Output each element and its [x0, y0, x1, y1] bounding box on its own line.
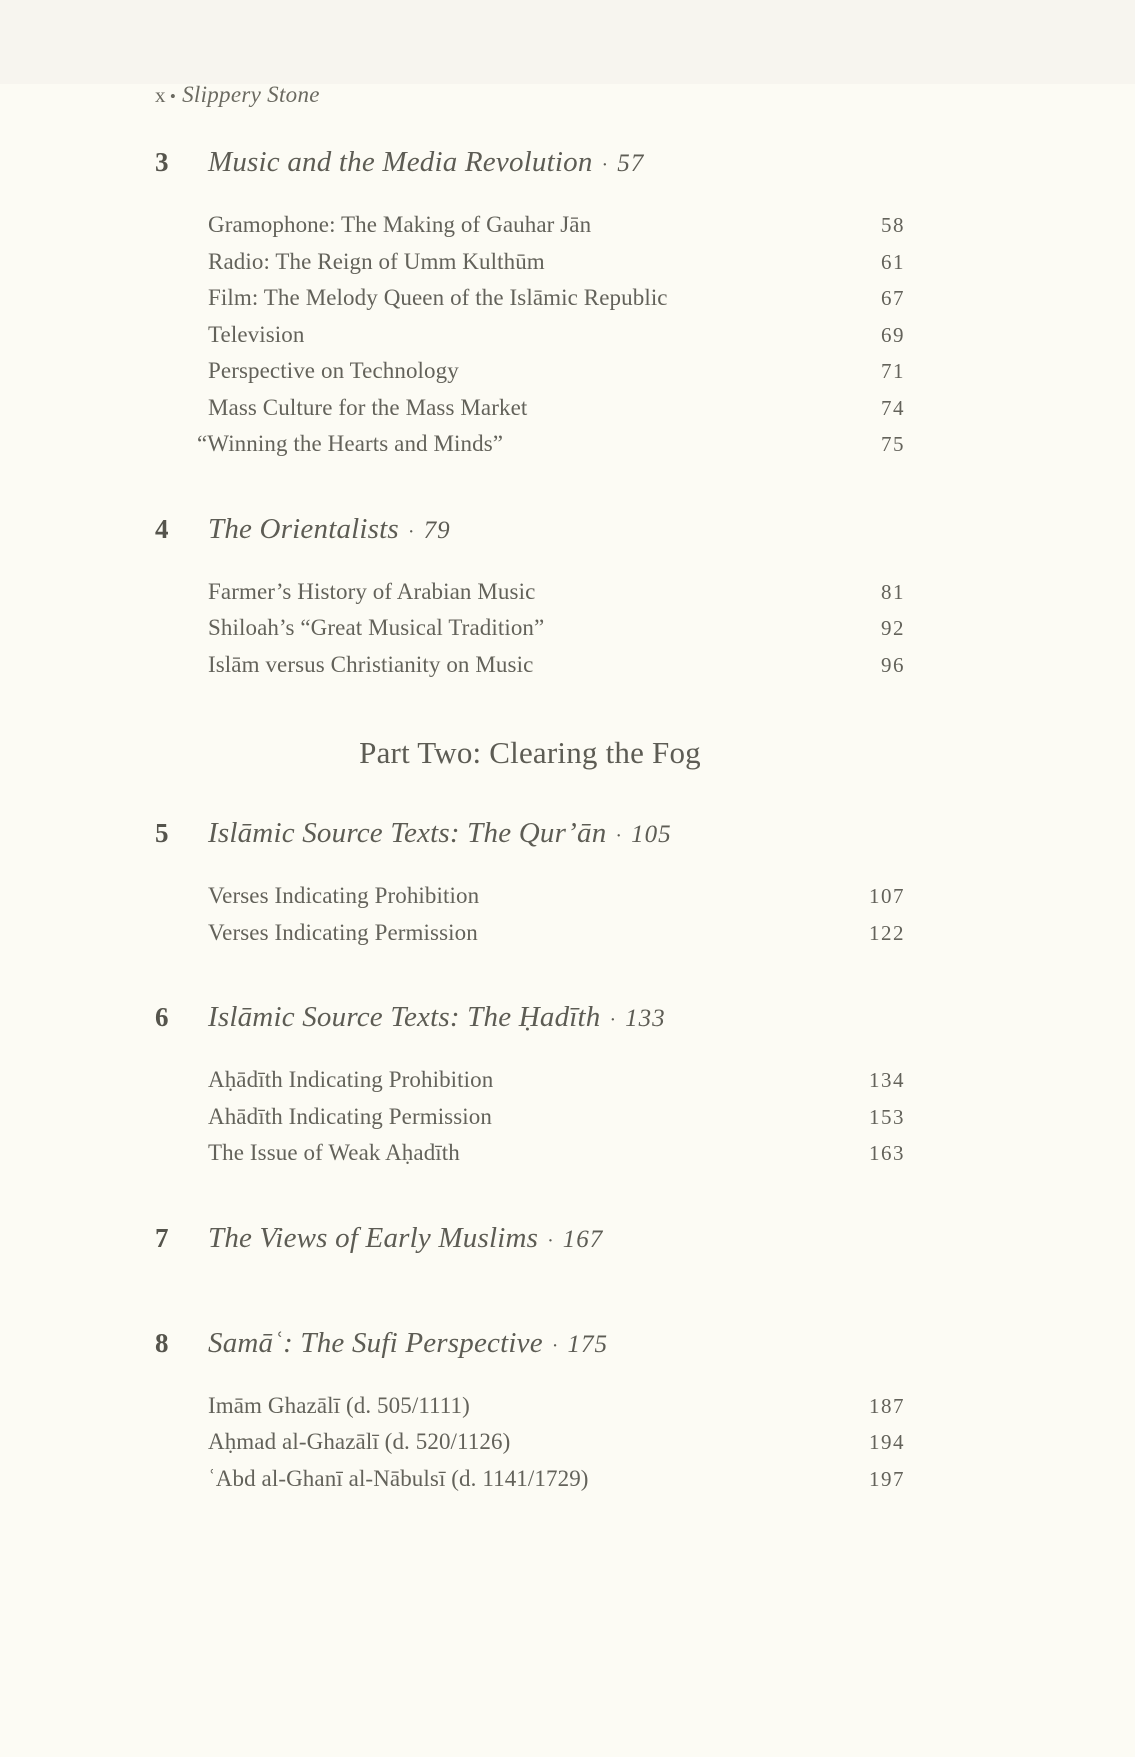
section-list — [208, 1388, 905, 1498]
chapter-heading — [155, 813, 905, 856]
toc-row — [208, 878, 905, 915]
chapter-number: 7 — [155, 1222, 169, 1253]
section-page: 67 — [881, 286, 905, 310]
toc-row — [208, 390, 905, 427]
section-page: 194 — [869, 1430, 905, 1454]
chapter-block — [155, 142, 905, 463]
chapter-number: 6 — [155, 1002, 169, 1032]
section-page: 96 — [881, 652, 905, 677]
section-page: 163 — [869, 1141, 905, 1165]
chapter-title: Islāmic Source Texts: The Ḥadīth — [208, 1001, 601, 1033]
toc-row — [208, 1099, 905, 1136]
section-title: “Winning the Hearts and Minds” — [197, 431, 504, 456]
section-page: 92 — [881, 616, 905, 640]
chapter-heading — [155, 509, 905, 552]
section-title: Television — [208, 321, 305, 347]
part-divider-heading: Part Two: Clearing the Fog — [359, 735, 701, 770]
toc-row — [197, 426, 905, 463]
toc-row — [208, 280, 905, 317]
toc-row — [208, 1388, 905, 1425]
chapter-separator: · — [601, 154, 609, 176]
toc-content — [155, 82, 905, 1497]
section-title: Islām versus Christianity on Music — [208, 651, 534, 677]
chapter-separator: · — [609, 1009, 617, 1031]
book-title: Slippery Stone — [182, 82, 320, 107]
chapter-page: 79 — [423, 516, 451, 544]
chapter-title: Music and the Media Revolution — [208, 146, 593, 178]
section-title: Verses Indicating Prohibition — [208, 883, 480, 908]
toc-row — [208, 1062, 905, 1099]
toc-row — [208, 1424, 905, 1461]
toc-row — [208, 1461, 905, 1498]
chapter-number: 4 — [155, 513, 169, 544]
folio-number: x — [155, 83, 166, 107]
section-list — [208, 878, 905, 951]
running-head-separator: • — [169, 87, 177, 106]
chapter-page: 57 — [617, 150, 645, 177]
section-page: 122 — [869, 920, 905, 945]
section-page: 61 — [881, 249, 905, 274]
chapter-title: The Views of Early Muslims — [208, 1221, 539, 1254]
scan-edge-shading — [0, 0, 1135, 84]
chapter-title: Islāmic Source Texts: The Qur’ān — [208, 817, 607, 849]
chapter-page: 175 — [567, 1330, 608, 1358]
running-head — [155, 82, 905, 108]
section-list — [197, 207, 905, 463]
section-title: Farmer’s History of Arabian Music — [208, 578, 536, 604]
chapter-heading — [155, 997, 905, 1040]
section-page: 74 — [881, 395, 905, 420]
chapter-page: 167 — [562, 1225, 604, 1253]
toc-row — [208, 1135, 905, 1172]
section-title: Radio: The Reign of Umm Kulthūm — [208, 248, 545, 274]
chapter-page: 105 — [631, 821, 672, 848]
section-title: Perspective on Technology — [208, 358, 459, 383]
chapter-block — [155, 1323, 905, 1498]
section-page: 107 — [869, 884, 905, 908]
chapter-separator: · — [547, 1229, 554, 1252]
section-title: Gramophone: The Making of Gauhar Jān — [208, 212, 592, 237]
toc-row — [208, 574, 905, 611]
chapter-number: 8 — [155, 1327, 169, 1358]
section-page: 153 — [869, 1104, 905, 1129]
section-page: 71 — [881, 359, 905, 383]
chapter-title: The Orientalists — [208, 512, 399, 545]
chapter-heading — [155, 142, 905, 185]
chapter-block — [155, 509, 905, 684]
section-title: ʿAbd al-Ghanī al-Nābulsī (d. 1141/1729) — [208, 1465, 589, 1491]
section-title: Aḥādīth Indicating Prohibition — [208, 1067, 494, 1092]
section-list — [208, 1062, 905, 1172]
section-title: Film: The Melody Queen of the Islāmic Republic — [208, 285, 668, 310]
section-title: Ahādīth Indicating Permission — [208, 1103, 492, 1129]
section-title: Shiloah’s “Great Musical Tradition” — [208, 615, 545, 640]
chapter-block — [155, 1218, 905, 1261]
toc-row — [208, 610, 905, 647]
chapter-block — [155, 813, 905, 951]
section-title: Imām Ghazālī (d. 505/1111) — [208, 1392, 470, 1418]
toc-row — [208, 353, 905, 390]
toc-row — [208, 647, 905, 684]
section-list — [208, 574, 905, 684]
chapter-separator: · — [551, 1334, 559, 1357]
toc-row — [208, 244, 905, 281]
chapter-heading — [155, 1218, 905, 1261]
section-page: 69 — [881, 322, 905, 347]
toc-row — [208, 207, 905, 244]
chapter-number: 3 — [155, 147, 169, 177]
section-page: 81 — [881, 579, 905, 604]
section-title: Aḥmad al-Ghazālī (d. 520/1126) — [208, 1429, 511, 1454]
chapter-separator: · — [615, 825, 623, 847]
section-page: 187 — [869, 1393, 905, 1418]
section-page: 134 — [869, 1068, 905, 1092]
chapter-page: 133 — [625, 1005, 666, 1032]
section-page: 58 — [881, 213, 905, 237]
chapter-title: Samāʿ: The Sufi Perspective — [208, 1326, 543, 1359]
chapter-separator: · — [407, 520, 415, 543]
section-title: Verses Indicating Permission — [208, 919, 478, 945]
chapter-heading — [155, 1323, 905, 1366]
section-page: 75 — [881, 432, 905, 456]
section-title: Mass Culture for the Mass Market — [208, 394, 528, 420]
toc-row — [208, 915, 905, 952]
toc-row — [208, 317, 905, 354]
section-title: The Issue of Weak Aḥadīth — [208, 1140, 460, 1165]
section-page: 197 — [869, 1466, 905, 1491]
chapter-number: 5 — [155, 818, 169, 848]
chapter-block — [155, 997, 905, 1172]
